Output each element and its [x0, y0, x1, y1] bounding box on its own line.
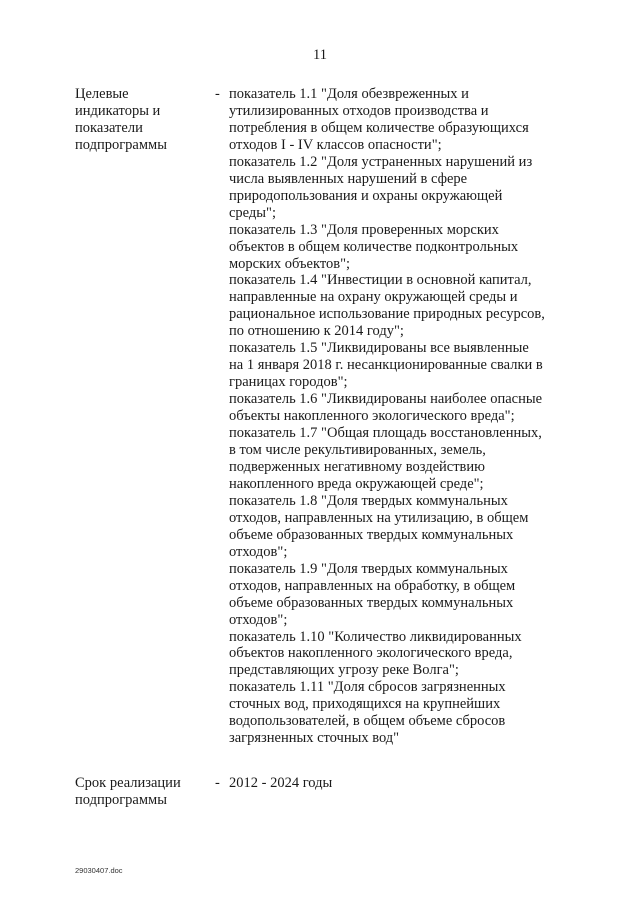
- indicator-line: показатель 1.7 "Общая площадь восстановленных,: [229, 425, 542, 442]
- indicator-line: отходов";: [229, 543, 288, 560]
- indicator-line: отходов, направленных на утилизацию, в общем: [229, 509, 529, 526]
- indicator-line: утилизированных отходов производства и: [229, 102, 489, 119]
- indicator-line: показатель 1.1 "Доля обезвреженных и: [229, 86, 469, 102]
- term-label: [75, 775, 200, 809]
- indicator-line: отходов I - IV классов опасности";: [229, 136, 442, 153]
- indicators-dash: -: [215, 86, 220, 102]
- indicator-line: показатель 1.3 "Доля проверенных морских: [229, 221, 499, 238]
- indicator-line: на 1 января 2018 г. несанкционированные свалки в: [229, 357, 543, 374]
- indicator-line: накопленного вреда окружающей среде";: [229, 475, 484, 492]
- term-label-line: подпрограммы: [75, 792, 167, 808]
- term-label-line: Срок реализации: [75, 775, 181, 791]
- indicator-line: потребления в общем количестве образующихся: [229, 119, 529, 136]
- indicator-line: показатель 1.10 "Количество ликвидированных: [229, 628, 522, 645]
- indicator-line: границах городов";: [229, 374, 348, 391]
- indicators-label: [75, 86, 200, 154]
- indicator-line: отходов, направленных на обработку, в общем: [229, 577, 516, 594]
- term-value: [229, 775, 559, 792]
- indicator-line: рациональное использование природных ресурсов,: [229, 306, 545, 323]
- indicator-line: объеме образованных твердых коммунальных: [229, 526, 514, 543]
- indicators-label-line: показатели: [75, 120, 143, 136]
- term-dash: -: [215, 775, 220, 791]
- term-value-text: 2012 - 2024 годы: [229, 775, 333, 791]
- indicator-line: объеме образованных твердых коммунальных: [229, 594, 514, 611]
- indicator-line: по отношению к 2014 году";: [229, 323, 404, 340]
- indicator-line: числа выявленных нарушений в сфере: [229, 170, 468, 187]
- indicators-label-line: подпрограммы: [75, 137, 167, 153]
- file-name-footer: 29030407.doc: [75, 866, 123, 875]
- indicators-label-line: индикаторы и: [75, 103, 161, 119]
- indicator-line: отходов";: [229, 611, 288, 628]
- indicator-line: показатель 1.6 "Ликвидированы наиболее опасные: [229, 391, 543, 408]
- indicator-line: представляющих угрозу реке Волга";: [229, 662, 459, 679]
- indicator-line: природопользования и охраны окружающей: [229, 187, 503, 204]
- indicator-line: морских объектов";: [229, 255, 351, 272]
- indicator-line: водопользователей, в общем объеме сбросов: [229, 713, 506, 730]
- indicator-line: показатель 1.2 "Доля устраненных нарушений из: [229, 153, 533, 170]
- indicators-label-line: Целевые: [75, 86, 129, 102]
- indicator-line: в том числе рекультивированных, земель,: [229, 442, 486, 459]
- page-number: 11: [313, 47, 327, 63]
- indicators-list: [229, 86, 559, 747]
- indicator-line: показатель 1.11 "Доля сбросов загрязненных: [229, 679, 506, 696]
- indicator-line: показатель 1.8 "Доля твердых коммунальных: [229, 492, 508, 509]
- indicator-line: показатель 1.4 "Инвестиции в основной капитал,: [229, 272, 532, 289]
- indicator-line: подверженных негативному воздействию: [229, 458, 485, 475]
- indicator-line: объекты накопленного экологического вреда";: [229, 408, 515, 425]
- indicator-line: объектов накопленного экологического вреда,: [229, 645, 513, 662]
- indicator-line: показатель 1.5 "Ликвидированы все выявленные: [229, 340, 529, 357]
- indicator-line: показатель 1.9 "Доля твердых коммунальных: [229, 560, 508, 577]
- indicator-line: объектов в общем количестве подконтрольных: [229, 238, 519, 255]
- indicator-line: загрязненных сточных вод": [229, 730, 400, 747]
- indicator-line: среды";: [229, 204, 276, 221]
- indicator-line: сточных вод, приходящихся на крупнейших: [229, 696, 501, 713]
- indicator-line: направленные на охрану окружающей среды и: [229, 289, 518, 306]
